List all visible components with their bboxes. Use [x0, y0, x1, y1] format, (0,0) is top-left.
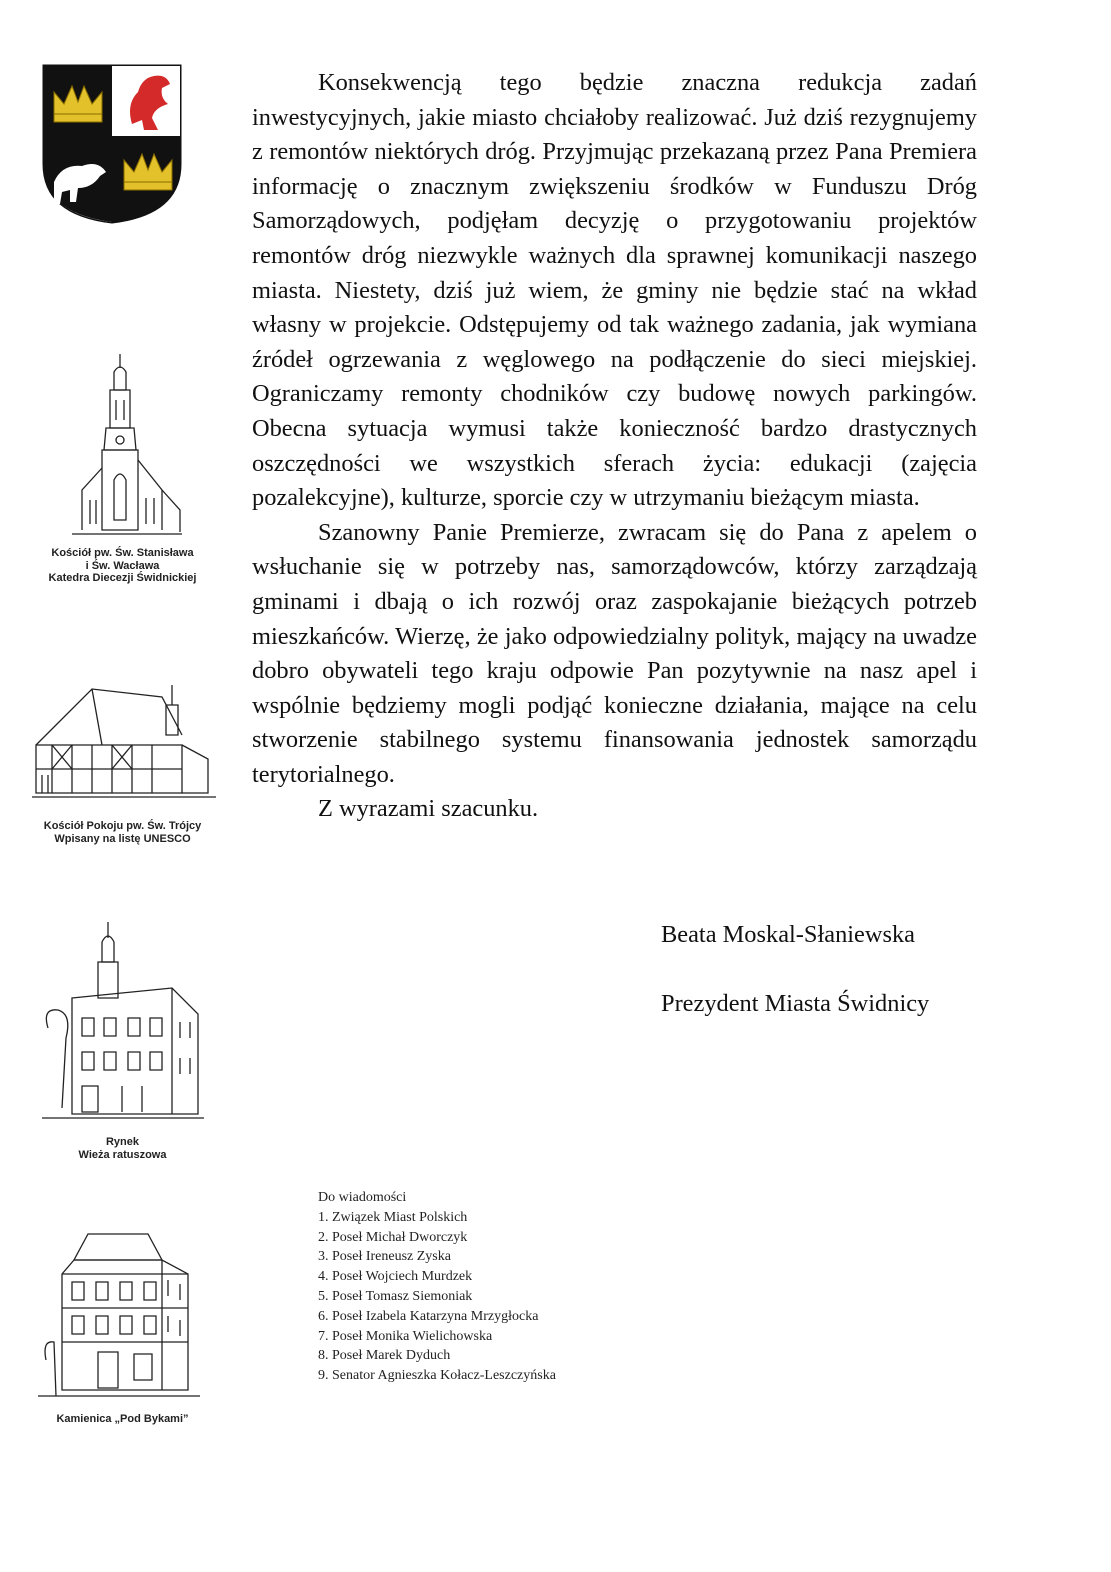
- letter-paragraph: Konsekwencją tego będzie znaczna redukcja zadań inwestycyjnych, jakie miasto chciałoby realizować. Już dziś rezygnujemy z remontów niektórych dróg. Przyjmując przekazaną przez Pana Premiera informację o znacznym zwiększeniu środków w Funduszu Dróg Samorządowych, podjęłam decyzję o przygotowaniu projektów remontów dróg niezwykle ważnych dla sprawnej komunikacji naszego miasta. Niestety, dziś już wiem, że gminy nie będzie stać na wkład własny w projekcie. Odstępujemy od tak ważnego zadania, jak wymiana źródeł ogrzewania z węglowego na podłączenie do sieci miejskiej. Ograniczamy remonty chodników czy budowę nowych parkingów. Obecna sytuacja wymusi także konieczność bardzo drastycznych oszczędności we wszystkich sferach życia: edukacji (zajęcia pozalekcyjne), kulturze, sporcie czy w utrzymaniu bieżącym miasta.: [252, 69, 977, 512]
- caption-line: Katedra Diecezji Świdnickiej: [48, 572, 197, 584]
- cc-items: [318, 1208, 556, 1386]
- cc-item: 6. Poseł Izabela Katarzyna Mrzygłocka: [318, 1308, 539, 1324]
- caption-line: Kościół pw. Św. Stanisława: [51, 547, 194, 559]
- caption-line: Wpisany na listę UNESCO: [54, 832, 191, 845]
- caption-line: Kamienica „Pod Bykami”: [56, 1413, 189, 1425]
- cc-heading: Do wiadomości: [318, 1190, 407, 1205]
- tenement-caption: [0, 1413, 245, 1426]
- cc-item: 7. Poseł Monika Wielichowska: [318, 1328, 493, 1344]
- letter-paragraph: Szanowny Panie Premierze, zwracam się do Pana z apelem o wsłuchanie się w potrzeby nas, samorządowców, którzy zarządzają gminami i dbają o ich rozwój oraz zaspokajanie bieżących potrzeb mieszkańców. Wierzę, że jako odpowiedzialny polityk, mający na uwadze dobro obywateli tego kraju odpowie Pan pozytywnie na nasz apel i wspólnie będziemy mogli podjąć konieczne działania, mające na celu stworzenie stabilnego systemu finansowania jednostek samorządu terytorialnego.: [252, 518, 977, 788]
- cc-item: 4. Poseł Wojciech Murdzek: [318, 1269, 473, 1285]
- cc-item: 8. Poseł Marek Dyduch: [318, 1348, 451, 1364]
- caption-line: Wieża ratuszowa: [78, 1148, 167, 1161]
- caption-line: Kościół Pokoju pw. Św. Trójcy: [43, 820, 202, 832]
- signature-name: Beata Moskal-Słaniewska: [661, 921, 916, 948]
- cc-item: 1. Związek Miast Polskich: [318, 1209, 468, 1225]
- cathedral-caption: [0, 547, 245, 585]
- cc-list: [318, 1188, 556, 1386]
- sidebar: [0, 0, 245, 1572]
- town-hall-sketch-icon: [42, 918, 204, 1124]
- cc-item: 9. Senator Agnieszka Kołacz-Leszczyńska: [318, 1368, 556, 1384]
- peace-church-sketch-icon: [32, 675, 216, 805]
- cc-item: 2. Poseł Michał Dworczyk: [318, 1229, 468, 1245]
- town-hall-caption: [0, 1136, 245, 1161]
- letter-body: [252, 66, 977, 827]
- signature-title: Prezydent Miasta Świdnicy: [661, 990, 930, 1017]
- peace-church-caption: [0, 820, 245, 845]
- tenement-sketch-icon: [38, 1230, 200, 1402]
- closing-salutation: Z wyrazami szacunku.: [318, 795, 539, 823]
- cc-item: 3. Poseł Ireneusz Zyska: [318, 1249, 451, 1265]
- coat-of-arms-icon: [42, 64, 182, 224]
- caption-line: Rynek: [105, 1136, 140, 1148]
- caption-line: i Św. Wacława: [85, 559, 160, 572]
- cathedral-sketch-icon: [62, 350, 186, 540]
- cc-item: 5. Poseł Tomasz Siemoniak: [318, 1288, 473, 1304]
